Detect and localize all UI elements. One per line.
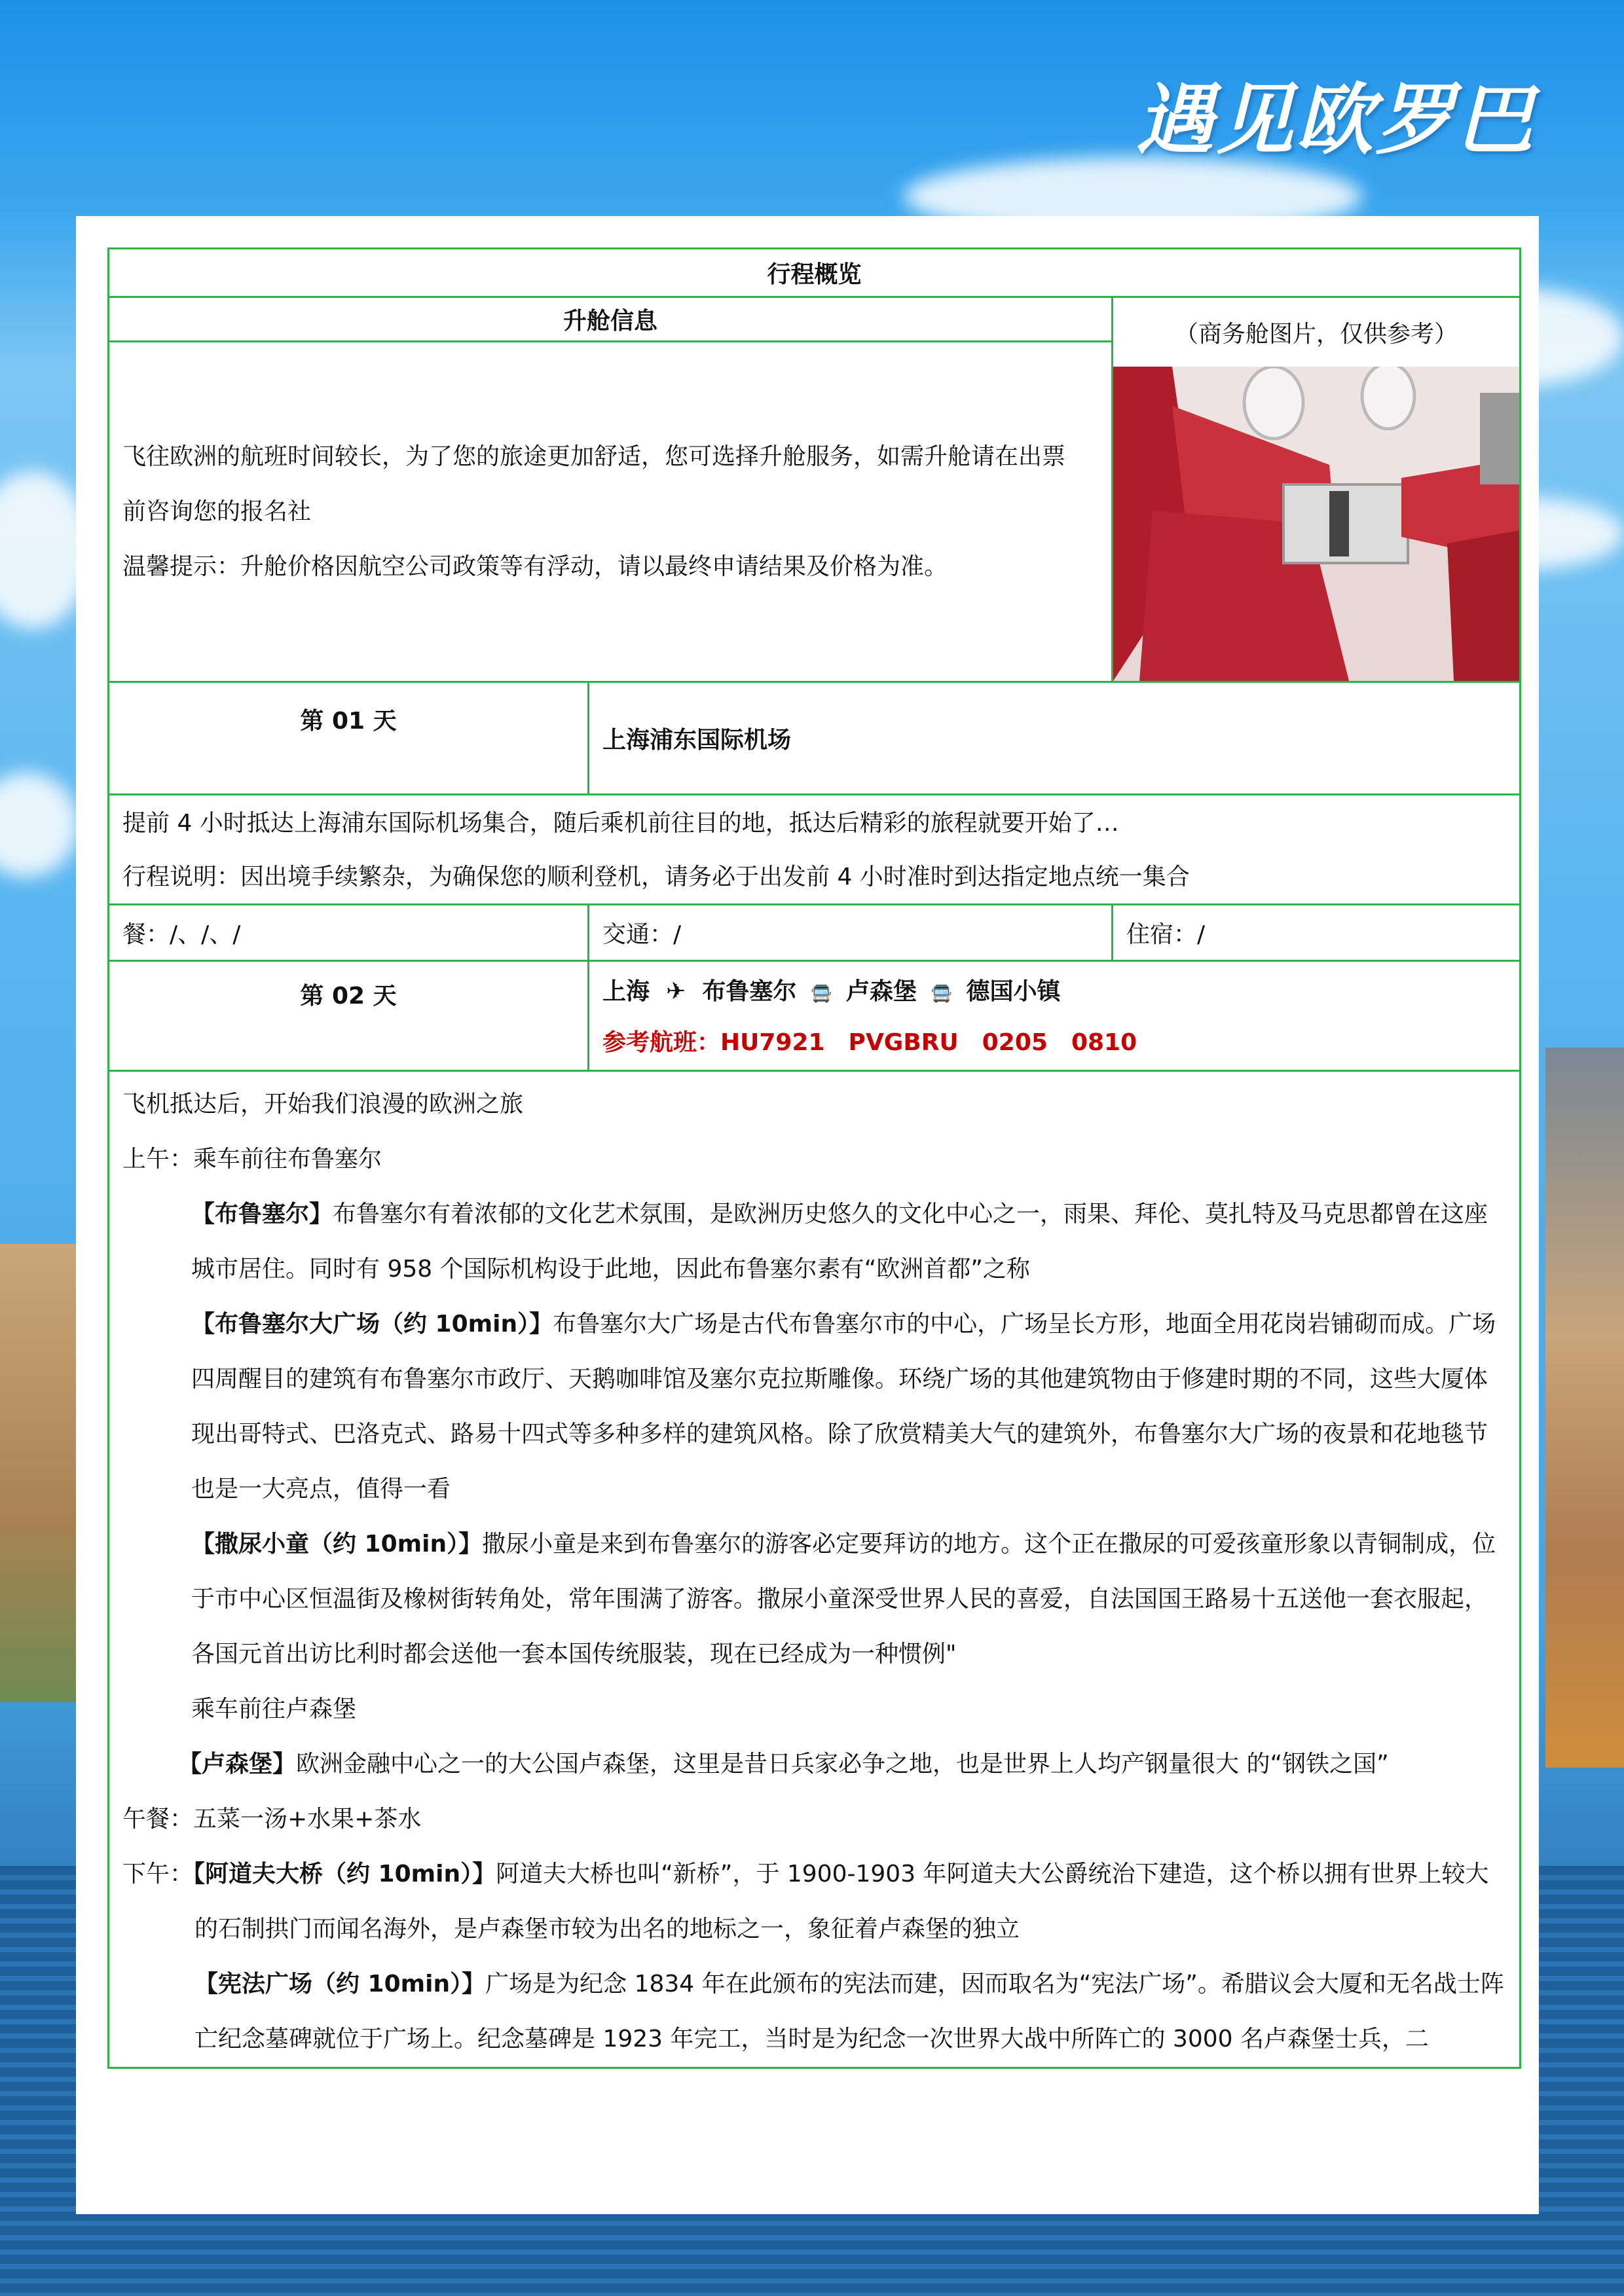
constitution-square-text: 广场是为纪念 1834 年在此颁布的宪法而建，因而取名为“宪法广场”。希腊议会大厦和无名战士阵亡纪念墓碑就位于广场上。纪念墓碑是 1923 年完工，当时是为纪念一次世界大战中所阵亡的 3000 名卢森堡士兵，二 <box>194 1971 1504 2052</box>
constitution-square-title: 【宪法广场（约 10min）】 <box>194 1971 486 1997</box>
day1-meals: 餐：/、/、/ <box>109 905 589 961</box>
building-left <box>0 1244 79 1702</box>
seat-image-cell <box>1113 297 1521 682</box>
building-right <box>1545 1048 1624 1768</box>
day1-desc-line2: 行程说明：因出境手续繁杂，为确保您的顺利登机，请务必于出发前 4 小时准时到达指定地点统一集合 <box>122 863 1190 890</box>
luxembourg-paragraph <box>122 1737 1506 1792</box>
day2-intro: 飞机抵达后，开始我们浪漫的欧洲之旅 <box>122 1091 524 1118</box>
day2-details <box>109 1071 1521 2068</box>
business-class-seat-image <box>1113 367 1519 681</box>
morning-label: 上午：乘车前往布鲁塞尔 <box>122 1146 382 1173</box>
route-stop-german-town: 德国小镇 <box>966 978 1061 1005</box>
day2-route <box>602 966 1506 1020</box>
upgrade-tip: 温馨提示：升舱价格因航空公司政策等有浮动，请以最终申请结果及价格为准。 <box>122 553 948 580</box>
day2-header-cell <box>589 961 1521 1071</box>
manneken-pis-text: 撒尿小童是来到布鲁塞尔的游客必定要拜访的地方。这个正在撒尿的可爱孩童形象以青铜制成，位于市中心区恒温街及橡树街转角处，常年围满了游客。撒尿小童深受世界人民的喜爱，自法国国王路易十五送他一套衣服起，各国元首出访比利时都会送他一套本国传统服装，现在已经成为一种惯例" <box>191 1531 1496 1667</box>
day2-label: 第 02 天 <box>109 961 589 1071</box>
route-stop-luxembourg: 卢森堡 <box>845 978 917 1005</box>
overview-title: 行程概览 <box>109 249 1521 297</box>
route-stop-shanghai: 上海 <box>602 978 650 1005</box>
image-caption: （商务舱图片，仅供参考） <box>1175 321 1458 348</box>
lunch-info: 午餐：五菜一汤+水果+茶水 <box>122 1806 422 1832</box>
day1-route: 上海浦东国际机场 <box>589 682 1521 795</box>
day1-label: 第 01 天 <box>109 682 589 795</box>
adolphe-bridge-text: 阿道夫大桥也叫“新桥”，于 1900-1903 年阿道夫大公爵统治下建造，这个桥以拥有世界上较大的石制拱门而闻名海外，是卢森堡市较为出名的地标之一，象征着卢森堡的独立 <box>194 1861 1489 1942</box>
upgrade-header: 升舱信息 <box>109 297 1113 342</box>
plane-icon: ✈ <box>657 978 694 1005</box>
itinerary-sheet <box>76 216 1539 2214</box>
manneken-pis-title: 【撒尿小童（约 10min）】 <box>191 1531 483 1558</box>
upgrade-text-line1: 飞往欧洲的航班时间较长，为了您的旅途更加舒适，您可选择升舱服务，如需升舱请在出票 <box>122 443 1066 470</box>
grand-place-title: 【布鲁塞尔大广场（约 10min）】 <box>191 1311 553 1338</box>
day1-description <box>109 795 1521 905</box>
reference-flight: 参考航班：HU7921 PVGBRU 0205 0810 <box>602 1029 1137 1056</box>
drive-to-luxembourg: 乘车前往卢森堡 <box>191 1696 357 1722</box>
day1-desc-line1: 提前 4 小时抵达上海浦东国际机场集合，随后乘机前往目的地，抵达后精彩的旅程就要开始了… <box>122 809 1119 837</box>
grand-place-text: 布鲁塞尔大广场是古代布鲁塞尔市的中心，广场呈长方形，地面全用花岗岩铺砌而成。广场四周醒目的建筑有布鲁塞尔市政厅、天鹅咖啡馆及塞尔克拉斯雕像。环绕广场的其他建筑物由于修建时期的不同，这些大厦体现出哥特式、巴洛克式、路易十四式等多种多样的建筑风格。除了欣赏精美大气的建筑外，布鲁塞尔大广场的夜景和花地毯节也是一大亮点，值得一看 <box>191 1311 1496 1503</box>
brussels-text: 布鲁塞尔有着浓郁的文化艺术氛围，是欧洲历史悠久的文化中心之一，雨果、拜伦、莫扎特及马克思都曾在这座城市居住。同时有 958 个国际机构设于此地，因此布鲁塞尔素有“欧洲首都”之称 <box>191 1201 1488 1283</box>
luxembourg-title: 【卢森堡】 <box>178 1751 297 1777</box>
route-stop-brussels: 布鲁塞尔 <box>702 978 797 1005</box>
itinerary-table <box>107 247 1521 2069</box>
brussels-title: 【布鲁塞尔】 <box>191 1201 333 1228</box>
upgrade-text-line2: 前咨询您的报名社 <box>122 498 312 525</box>
afternoon-label: 下午： <box>122 1861 194 1887</box>
bus-icon: 🚍 <box>804 984 838 1004</box>
grand-place-paragraph <box>122 1297 1506 1517</box>
brussels-paragraph <box>122 1187 1506 1297</box>
day1-transport: 交通：/ <box>589 905 1113 961</box>
constitution-square-paragraph <box>122 1957 1506 2067</box>
adolphe-bridge-title: 【阿道夫大桥（约 10min）】 <box>193 1861 496 1887</box>
upgrade-info-cell <box>109 342 1113 682</box>
luxembourg-text: 欧洲金融中心之一的大公国卢森堡，这里是昔日兵家必争之地，也是世界上人均产钢量很大 的“钢铁之国” <box>296 1751 1389 1777</box>
manneken-pis-paragraph <box>122 1517 1506 1682</box>
brand-logo: 遇见欧罗巴 <box>1135 74 1536 165</box>
adolphe-bridge-paragraph <box>122 1847 1506 1957</box>
bus-icon: 🚍 <box>925 984 958 1004</box>
day1-lodging: 住宿：/ <box>1113 905 1521 961</box>
